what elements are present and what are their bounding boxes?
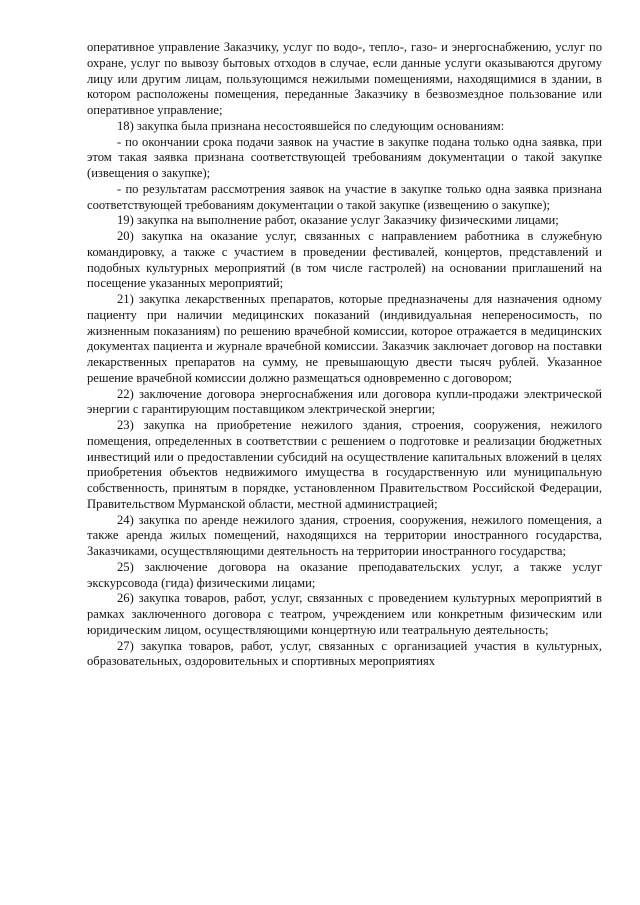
paragraph-item-24: 24) закупка по аренде нежилого здания, строения, сооружения, нежилого помещения, а также аренда жилых помещений, находящихся на территории иностранного государства, Заказчиками, осуществляющими деятельность на территории иностранного государства; (87, 512, 602, 558)
paragraph-item-26: 26) закупка товаров, работ, услуг, связанных с проведением культурных мероприятий в рамках заключенного договора с театром, учреждением или конкретным физическим или юридическим лицом, осуществляющими концертную или театральную деятельность; (87, 591, 602, 637)
paragraph-item-27: 27) закупка товаров, работ, услуг, связанных с организацией участия в культурных, образовательных, оздоровительных и спортивных мероприятиях (87, 638, 602, 669)
paragraph-item-20: 20) закупка на оказание услуг, связанных с направлением работника в служебную командировку, а также с участием в проведении фестивалей, концертов, представлений и подобных культурных мероприятий (в том числе гастролей) на основании приглашений на посещение указанных мероприятий; (87, 229, 602, 291)
paragraph-item-19: 19) закупка на выполнение работ, оказание услуг Заказчику физическими лицами; (117, 213, 559, 228)
paragraph-item-18-reason-2: - по результатам рассмотрения заявок на участие в закупке только одна заявка признана соответствующей требованиям документации о такой закупке (извещению о закупке); (87, 181, 602, 212)
paragraph-item-18: 18) закупка была признана несостоявшейся по следующим основаниям: (117, 118, 505, 133)
paragraph-continuation: оперативное управление Заказчику, услуг по водо-, тепло-, газо- и энергоснабжению, услуг по охране, услуг по вывозу бытовых отходов в случае, если данные услуги оказываются другому лицу или другим лицам, пользующимся нежилыми помещениями, находящимися в здании, в котором расположены помещения, переданные Заказчику в безвозмездное пользование или оперативное управление; (87, 40, 602, 117)
paragraph-item-21: 21) закупка лекарственных препаратов, которые предназначены для назначения одному пациенту при наличии медицинских показаний (индивидуальная непереносимость, по жизненным показаниям) по решению врачебной комиссии, которое отражается в медицинских документах пациента и журнале врачебной комиссии. Заказчик заключает договор на поставки лекарственных препаратов на сумму, не превышающую двести тысяч рублей. Указанное решение врачебной комиссии должно размещаться одновременно с договором; (87, 292, 602, 385)
paragraph-item-23: 23) закупка на приобретение нежилого здания, строения, сооружения, нежилого помещения, определенных в соответствии с решением о подготовке и реализации бюджетных инвестиций или о предоставлении субсидий на осуществление капитальных вложений в целях приобретения объектов недвижимого имущества в государственную или муниципальную собственность, принятым в порядке, установленном Правительством Российской Федерации, Правительством Мурманской области, местной администрацией; (87, 418, 602, 511)
paragraph-item-22: 22) заключение договора энергоснабжения или договора купли-продажи электрической энергии с гарантирующим поставщиком электрической энергии; (87, 386, 602, 417)
paragraph-item-25: 25) заключение договора на оказание преподавательских услуг, а также услуг экскурсовода (гида) физическими лицами; (87, 559, 602, 590)
paragraph-item-18-reason-1: - по окончании срока подачи заявок на участие в закупке подана только одна заявка, при этом такая заявка признана соответствующей требованиям документации о такой закупке (извещения о закупке); (87, 134, 602, 180)
